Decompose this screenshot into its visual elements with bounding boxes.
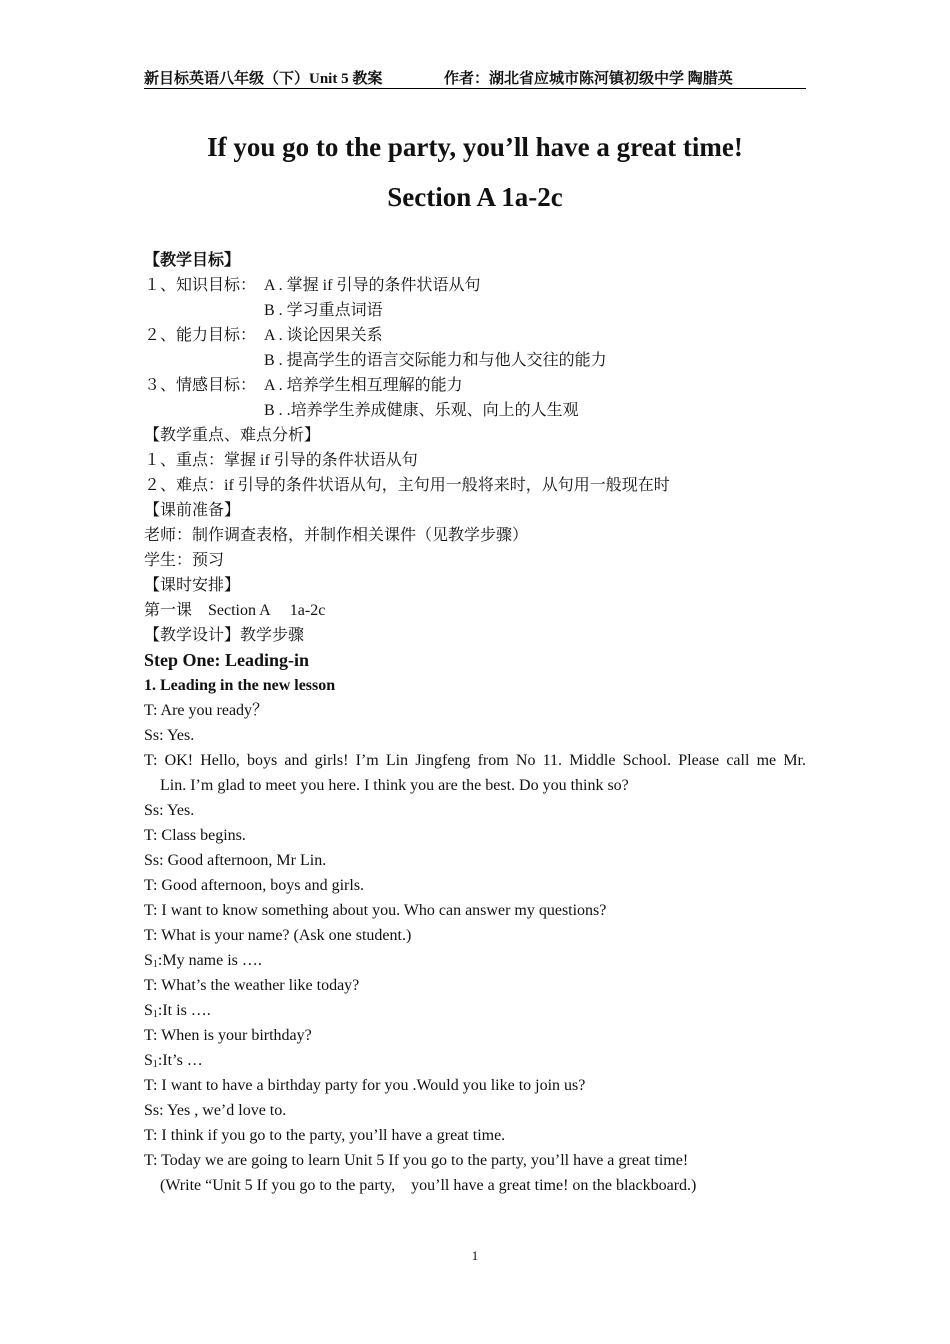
dialogue-line: T: Class begins. xyxy=(144,827,246,844)
speaker-subscript: 1 xyxy=(152,1059,158,1070)
dialogue-line: T: Are you ready？ xyxy=(144,702,269,719)
document-body xyxy=(144,248,806,1198)
step-title: Step One: Leading-in xyxy=(144,650,310,670)
dialogue-line: T: When is your birthday? xyxy=(144,1027,312,1044)
objective-emotion xyxy=(144,373,806,398)
objective-knowledge xyxy=(144,273,806,298)
speaker-label: S xyxy=(144,1052,153,1069)
dialogue-line: Ss: Yes , we’d love to. xyxy=(144,1102,287,1119)
section-heading-keypoints: 【教学重点、难点分析】 xyxy=(144,427,321,444)
header-course-title: 新目标英语八年级（下）Unit 5 教案 xyxy=(144,71,383,87)
dialogue-line xyxy=(144,948,806,973)
section-heading-prep: 【课前准备】 xyxy=(144,502,241,519)
dialogue-line xyxy=(144,1048,806,1073)
objective-item: A . 谈论因果关系 xyxy=(264,327,383,344)
speaker-label: S xyxy=(144,952,153,969)
dialogue-line: Ss: Yes. xyxy=(144,727,195,744)
objective-item: B . .培养学生养成健康、乐观、向上的人生观 xyxy=(264,402,579,419)
dialogue-line: T: I think if you go to the party, you’ll have a great time. xyxy=(144,1127,506,1144)
speaker-subscript: 1 xyxy=(152,959,158,970)
lesson-subtitle: Section A 1a-2c xyxy=(387,182,563,212)
dialogue-line: Ss: Good afternoon, Mr Lin. xyxy=(144,852,327,869)
dialogue-line: T: OK! Hello, boys and girls! I’m Lin Jingfeng from No 11. Middle School. Please call me Mr. xyxy=(144,752,806,769)
dialogue-line: Ss: Yes. xyxy=(144,802,195,819)
section-heading-schedule: 【课时安排】 xyxy=(144,577,241,594)
objective-item: A . 培养学生相互理解的能力 xyxy=(264,377,463,394)
objective-label: ２、能力目标： xyxy=(144,327,257,344)
dialogue-line: T: Today we are going to learn Unit 5 If you go to the party, you’ll have a great time! xyxy=(144,1152,689,1169)
header-author: 作者：湖北省应城市陈河镇初级中学 陶腊英 xyxy=(444,71,733,87)
dialogue-line: T: I want to know something about you. Who can answer my questions? xyxy=(144,902,607,919)
objective-label: １、知识目标： xyxy=(144,277,257,294)
step-subtitle: 1. Leading in the new lesson xyxy=(144,677,336,694)
dialogue-line-continued: (Write “Unit 5 If you go to the party, you’ll have a great time! on the blackboard.) xyxy=(160,1177,697,1194)
lesson-title: If you go to the party, you’ll have a great time! xyxy=(207,132,743,162)
dialogue-line: T: What is your name? (Ask one student.) xyxy=(144,927,412,944)
dialogue-line: T: Good afternoon, boys and girls. xyxy=(144,877,365,894)
dialogue-line xyxy=(144,998,806,1023)
objective-item: B . 提高学生的语言交际能力和与他人交往的能力 xyxy=(264,352,607,369)
dialogue-text: :It is …. xyxy=(157,1002,211,1019)
dialogue-text: :My name is …. xyxy=(157,952,262,969)
keypoint-item: ２、难点：if 引导的条件状语从句，主句用一般将来时，从句用一般现在时 xyxy=(144,477,670,494)
objective-item: B . 学习重点词语 xyxy=(264,302,383,319)
objective-item: A . 掌握 if 引导的条件状语从句 xyxy=(264,277,481,294)
objective-label: ３、情感目标： xyxy=(144,377,257,394)
page-header xyxy=(144,66,806,89)
objective-ability xyxy=(144,323,806,348)
dialogue-line-continued: Lin. I’m glad to meet you here. I think you are the best. Do you think so? xyxy=(160,777,629,794)
dialogue-line: T: I want to have a birthday party for you .Would you like to join us? xyxy=(144,1077,586,1094)
schedule-line: 第一课 Section A 1a-2c xyxy=(144,602,326,619)
dialogue-text: :It’s … xyxy=(157,1052,203,1069)
keypoint-item: １、重点：掌握 if 引导的条件状语从句 xyxy=(144,452,418,469)
dialogue-line: T: What’s the weather like today? xyxy=(144,977,360,994)
prep-teacher: 老师：制作调查表格，并制作相关课件（见教学步骤） xyxy=(144,527,529,544)
page-number: 1 xyxy=(471,1248,479,1263)
speaker-subscript: 1 xyxy=(152,1009,158,1020)
section-heading-objectives: 【教学目标】 xyxy=(144,252,241,269)
section-heading-design: 【教学设计】教学步骤 xyxy=(144,627,305,644)
prep-student: 学生：预习 xyxy=(144,552,225,569)
speaker-label: S xyxy=(144,1002,153,1019)
